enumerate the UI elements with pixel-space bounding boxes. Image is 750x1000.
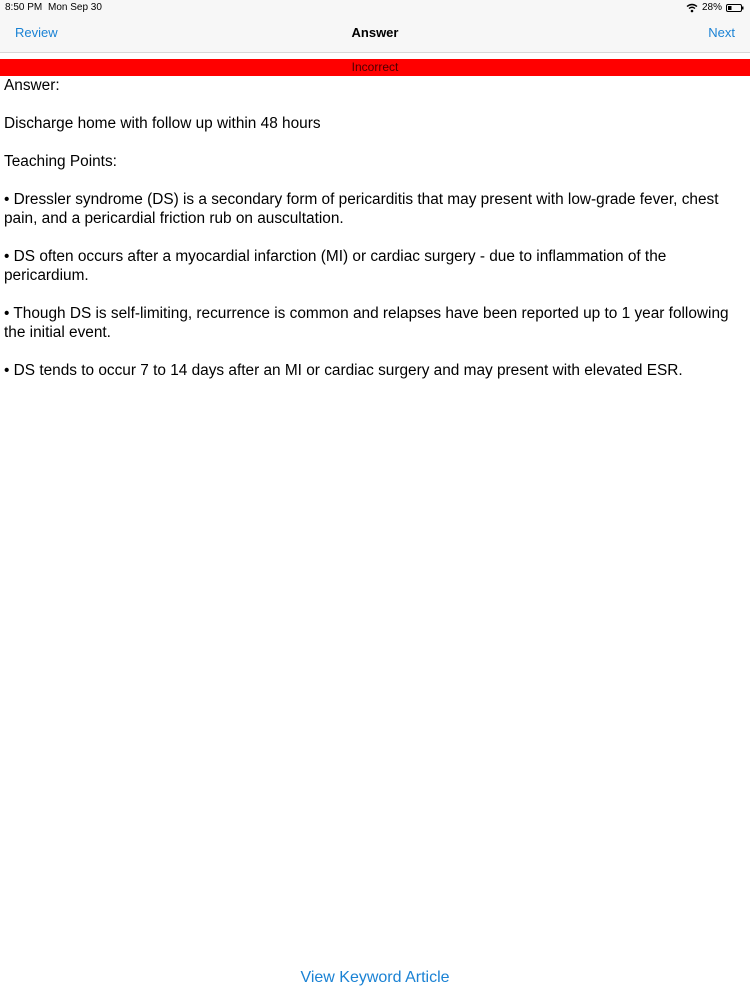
answer-content [4, 76, 742, 399]
status-time: 8:50 PM [5, 2, 43, 13]
battery-icon [726, 4, 744, 12]
next-button[interactable]: Next [708, 25, 735, 40]
review-button[interactable]: Review [15, 25, 58, 40]
answer-heading: Answer: [4, 77, 60, 94]
battery-percent: 28% [701, 2, 722, 13]
answer-text: Discharge home with follow up within 48 hours [4, 115, 321, 132]
teaching-point: • DS tends to occur 7 to 14 days after an MI or cardiac surgery and may present with elevated ESR. [4, 362, 683, 379]
view-keyword-article-link[interactable]: View Keyword Article [300, 969, 450, 986]
wifi-icon [686, 3, 698, 13]
teaching-point: • Though DS is self-limiting, recurrence is common and relapses have been reported up to 1 year following the initial event. [4, 305, 729, 341]
teaching-point: • DS often occurs after a myocardial infarction (MI) or cardiac surgery - due to inflammation of the pericardium. [4, 248, 667, 284]
navigation-bar [0, 16, 750, 53]
page-title: Answer [351, 25, 399, 40]
teaching-point: • Dressler syndrome (DS) is a secondary form of pericarditis that may present with low-grade fever, chest pain, and a pericardial friction rub on auscultation. [4, 191, 719, 227]
result-banner: Incorrect [0, 59, 750, 76]
teaching-points-heading: Teaching Points: [4, 153, 117, 170]
status-indicators [686, 0, 744, 15]
status-date: Mon Sep 30 [48, 2, 102, 13]
status-bar [0, 0, 750, 16]
